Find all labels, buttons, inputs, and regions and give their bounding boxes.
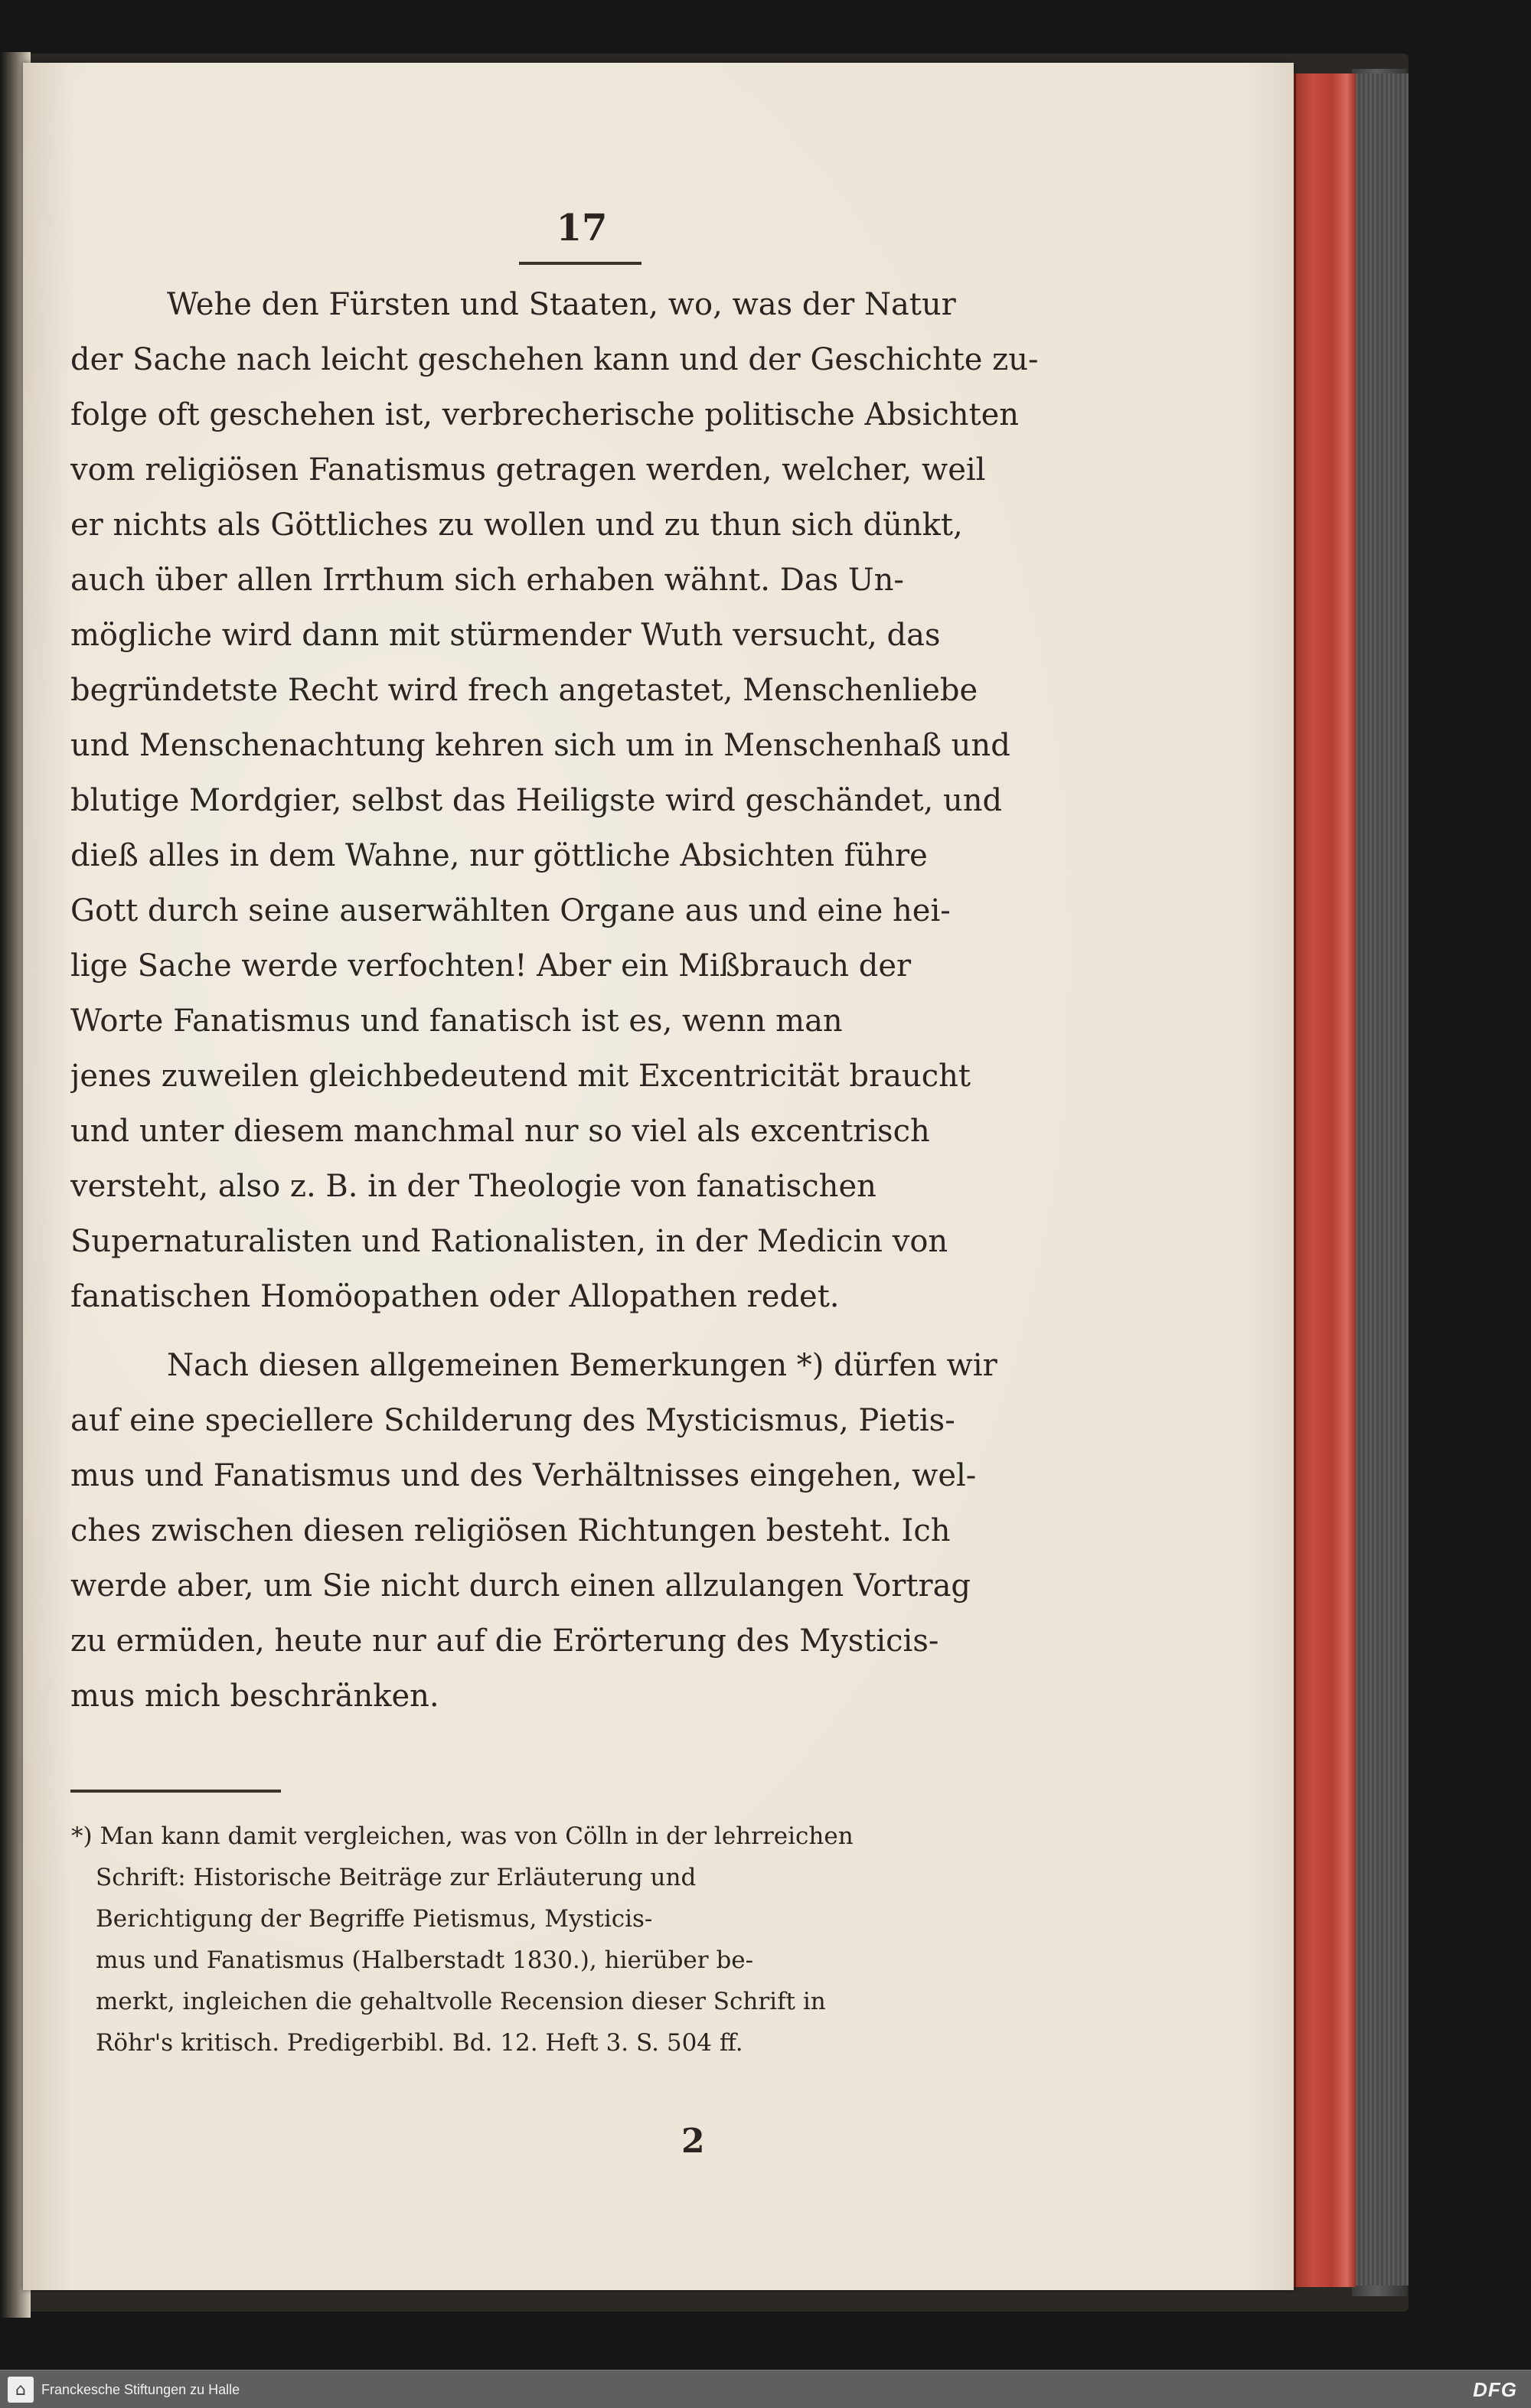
footnote-line: Berichtigung der Begriffe Pietismus, Mysticis- bbox=[96, 1905, 653, 1933]
page-number: 17 bbox=[556, 207, 608, 250]
text-line: und unter diesem manchmal nur so viel als excentrisch bbox=[70, 1114, 930, 1149]
text-line: werde aber, um Sie nicht durch einen allzulangen Vortrag bbox=[70, 1568, 971, 1604]
footer-bar bbox=[0, 2370, 1531, 2408]
text-line: ches zwischen diesen religiösen Richtungen besteht. Ich bbox=[70, 1513, 951, 1548]
text-line: Supernaturalisten und Rationalisten, in der Medicin von bbox=[70, 1224, 948, 1259]
text-line: mus und Fanatismus und des Verhältnisses eingehen, wel- bbox=[70, 1458, 977, 1493]
footnote-line: Schrift: Historische Beiträge zur Erläuterung und bbox=[96, 1864, 697, 1891]
footnote bbox=[71, 1816, 1068, 2064]
page-number-rule bbox=[519, 262, 641, 265]
text-line: der Sache nach leicht geschehen kann und der Geschichte zu- bbox=[70, 342, 1039, 377]
body-text bbox=[70, 277, 1066, 1724]
footnote-rule bbox=[70, 1790, 281, 1793]
footnote-line: *) Man kann damit vergleichen, was von Cölln in der lehrreichen bbox=[71, 1822, 854, 1850]
text-line: lige Sache werde verfochten! Aber ein Mißbrauch der bbox=[70, 948, 912, 984]
building-icon: ⌂ bbox=[8, 2377, 34, 2403]
red-page-edge bbox=[1294, 73, 1356, 2287]
text-line: auf eine speciellere Schilderung des Mysticismus, Pietis- bbox=[70, 1403, 955, 1438]
text-line: folge oft geschehen ist, verbrecherische politische Absichten bbox=[70, 397, 1020, 432]
text-line: Gott durch seine auserwählten Organe aus und eine hei- bbox=[70, 893, 951, 928]
footnote-line: merkt, ingleichen die gehaltvolle Recension dieser Schrift in bbox=[96, 1988, 826, 2015]
dfg-logo[interactable]: DFG bbox=[1473, 2377, 1517, 2401]
text-line: Worte Fanatismus und fanatisch ist es, wenn man bbox=[70, 1003, 843, 1039]
text-line: er nichts als Göttliches zu wollen und zu thun sich dünkt, bbox=[70, 507, 963, 543]
text-line: begründetste Recht wird frech angetastet, Menschenliebe bbox=[70, 673, 978, 708]
text-line: und Menschenachtung kehren sich um in Menschenhaß und bbox=[70, 728, 1010, 763]
footnote-line: mus und Fanatismus (Halberstadt 1830.), hierüber be- bbox=[96, 1946, 754, 1974]
text-line: mus mich beschränken. bbox=[70, 1679, 439, 1714]
text-line: zu ermüden, heute nur auf die Erörterung des Mysticis- bbox=[70, 1623, 939, 1659]
text-line: Nach diesen allgemeinen Bemerkungen *) dürfen wir bbox=[167, 1348, 997, 1383]
book-page bbox=[23, 63, 1294, 2290]
institution-name: Franckesche Stiftungen zu Halle bbox=[41, 2381, 240, 2397]
institution-link[interactable] bbox=[8, 2377, 240, 2403]
text-line: fanatischen Homöopathen oder Allopathen redet. bbox=[70, 1279, 840, 1314]
text-line: Wehe den Fürsten und Staaten, wo, was der Natur bbox=[167, 287, 956, 322]
text-line: auch über allen Irrthum sich erhaben wähnt. Das Un- bbox=[70, 563, 904, 598]
text-line: mögliche wird dann mit stürmender Wuth versucht, das bbox=[70, 618, 941, 653]
footnote-line: Röhr's kritisch. Predigerbibl. Bd. 12. Heft 3. S. 504 ff. bbox=[96, 2029, 743, 2057]
text-line: jenes zuweilen gleichbedeutend mit Excentricität braucht bbox=[70, 1059, 971, 1094]
signature-mark: 2 bbox=[681, 2122, 705, 2161]
text-line: versteht, also z. B. in der Theologie von fanatischen bbox=[70, 1169, 876, 1204]
text-line: dieß alles in dem Wahne, nur göttliche Absichten führe bbox=[70, 838, 928, 873]
text-line: blutige Mordgier, selbst das Heiligste wird geschändet, und bbox=[70, 783, 1003, 818]
paragraph-gap bbox=[70, 1324, 1066, 1338]
text-line: vom religiösen Fanatismus getragen werden, welcher, weil bbox=[70, 452, 986, 488]
